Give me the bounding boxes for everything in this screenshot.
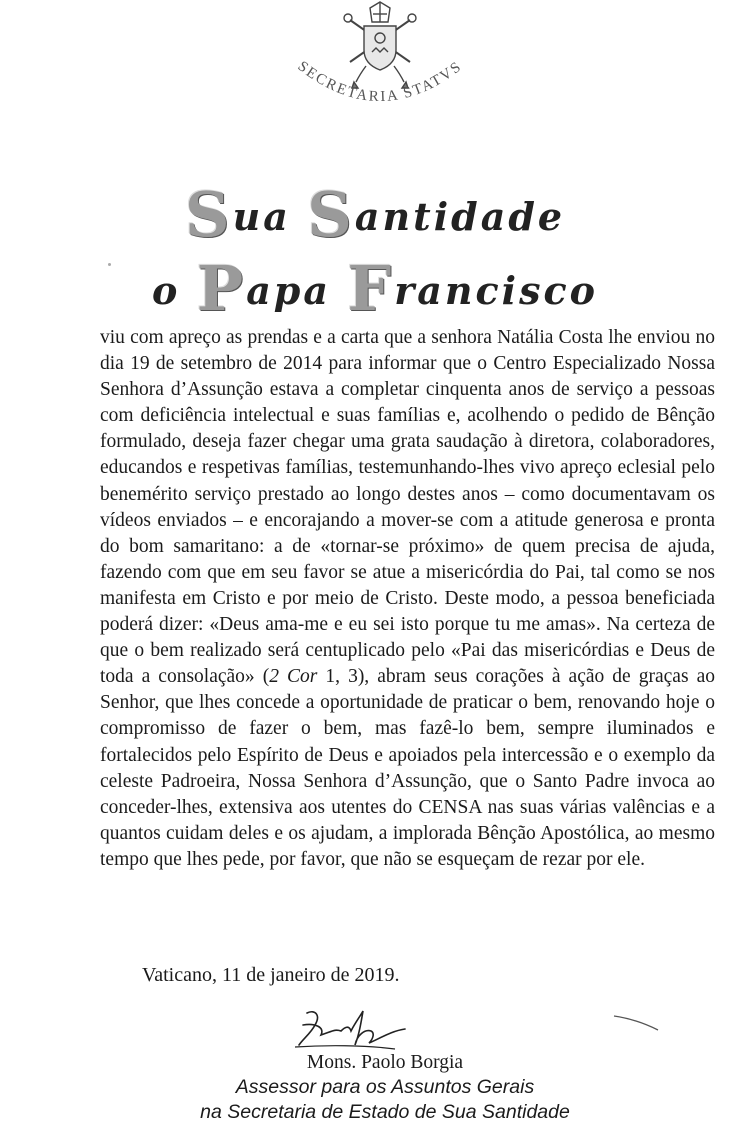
handwritten-signature xyxy=(285,1005,420,1055)
title-word-santidade: antidade xyxy=(354,194,566,239)
title-word-papa: apa xyxy=(246,268,348,313)
signatory-role-line-1: Assessor para os Assuntos Gerais xyxy=(235,1076,535,1098)
citation-reference: 1, 3 xyxy=(317,666,358,688)
title-line-1 xyxy=(0,178,750,251)
signatory-name: Mons. Paolo Borgia xyxy=(306,1052,464,1073)
citation-book: 2 Cor xyxy=(269,666,318,688)
title-initial-s1: S xyxy=(184,178,233,251)
title-word-o: o xyxy=(151,268,197,313)
signatory-role-line-2: na Secretaria de Estado de Sua Santidade xyxy=(200,1101,570,1123)
title-word-sua: ua xyxy=(232,194,308,239)
title-initial-f: F xyxy=(347,252,395,325)
title-line-2 xyxy=(0,252,750,325)
papal-coat-of-arms-icon xyxy=(344,2,416,88)
letter-text-part-1: viu com apreço as prendas e a carta que a senhora Natália Costa lhe enviou no dia 19 de setembro de 2014 para informar que o Centro Especializado Nossa Senhora d’Assunção estava a completar cinquenta anos de serviço a pessoas com deficiência intelectual e suas famílias e, acolhendo o pedido de Bênção formulado, deseja fazer chegar uma grata saudação à diretora, colaboradores, educandos e respetivas famílias, testemunhando-lhes vivo apreço eclesial pelo benemérito serviço prestado ao longo destes anos – como documentavam os vídeos enviados – e encorajando a mover-se com a atitude generosa e pronta do bom samaritano: a de «tornar-se próximo» de quem precisa de ajuda, fazendo com que em seu favor se atue a misericórdia do Pai, tal como se nos manifesta em Cristo e por meio de Cristo. Deste modo, a pessoa beneficiada poderá dizer: «Deus ama-me e eu sei isto porque tu me amas». Na certeza de que o bem realizado será centuplicado pelo «Pai das misericórdias e Deus de toda a consolação» ( xyxy=(100,327,715,688)
stray-dot xyxy=(108,263,111,266)
dateline: Vaticano, 11 de janeiro de 2019. xyxy=(142,964,400,986)
signatory-block xyxy=(150,1050,620,1125)
letter-text-part-2: ), abram seus corações à ação de graças ao Senhor, que lhes concede a oportunidade de praticar o bem, renovando hoje o compromisso de fazer o bem, mas fazê-lo bem, sempre iluminados e fortalecidos pelo Espírito de Deus e apoiados pela intercessão e o exemplo da celeste Padroeira, Nossa Senhora d’Assunção, que o Santo Padre invoca ao conceder-lhes, extensiva aos utentes do CENSA nas suas várias valências e a quantos cuidam deles e os ajudam, a implorada Bênção Apostólica, ao mesmo tempo que lhes pede, por favor, que não se esqueçam de rezar por ele. xyxy=(100,666,715,870)
title-initial-p: P xyxy=(196,252,247,325)
title-word-francisco: rancisco xyxy=(394,268,598,313)
title-initial-s2: S xyxy=(307,178,355,251)
secretariat-seal xyxy=(270,0,490,120)
seal-inscription: SECRETARIA STATVS xyxy=(294,58,466,106)
letter-body xyxy=(100,325,715,873)
stray-pen-mark xyxy=(612,1010,662,1035)
